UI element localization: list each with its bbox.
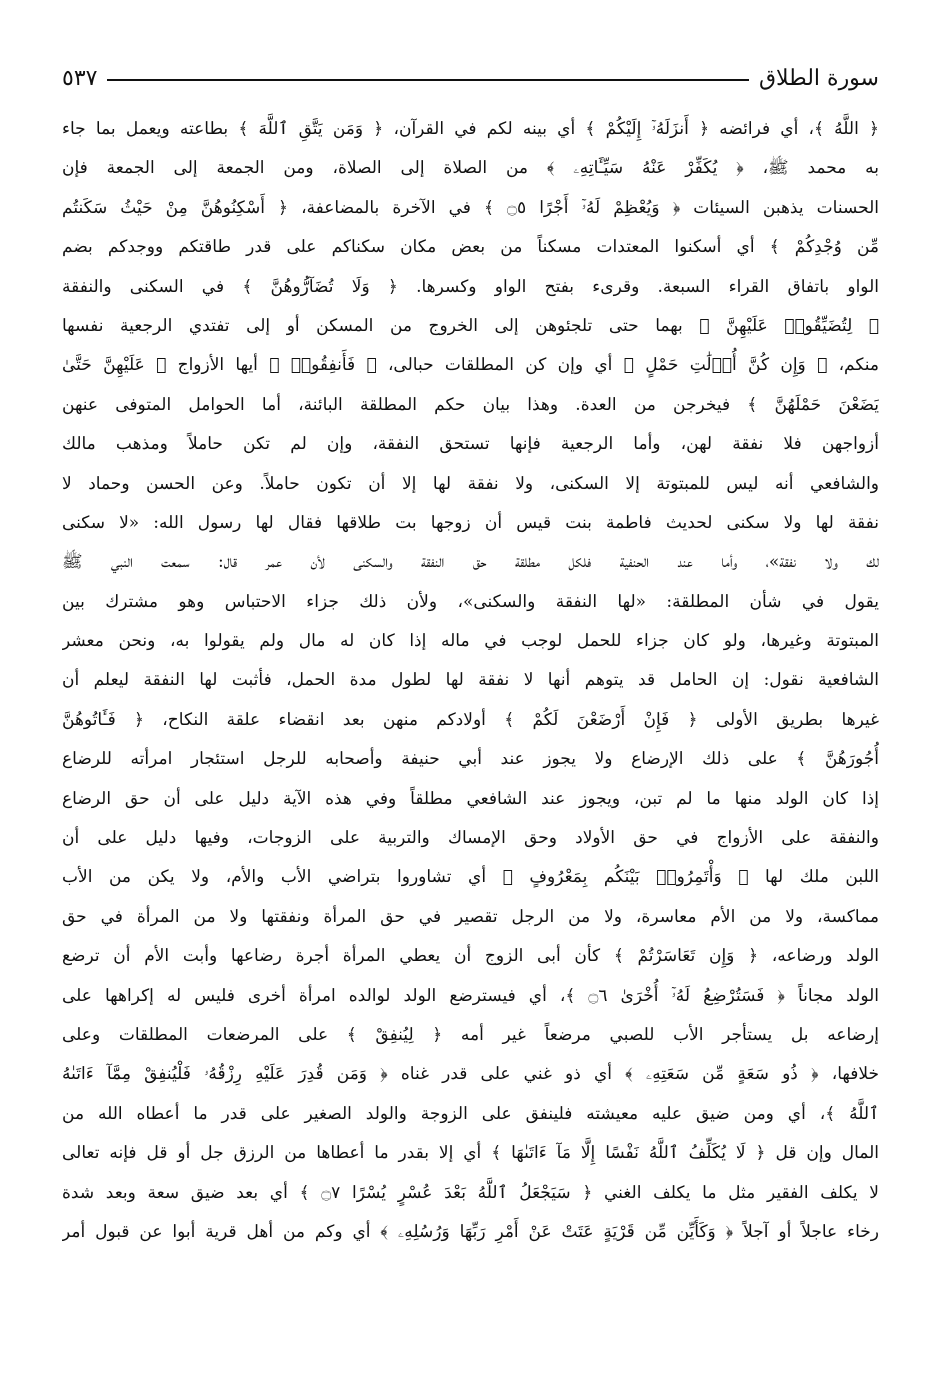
text-line: ﴿ اللَّهُ ﴾، أي فرائضه ﴿ أَنزَلَهُۥٓ إِلَيْكُمْ ﴾ أي بينه لكم في القرآن، ﴿ وَمَن يَتَّقِ ٱللَّهَ ﴾ بطاعته ويعمل بما جاء	[62, 119, 879, 139]
surah-title: سورة الطلاق	[758, 65, 879, 91]
text-line	[62, 1252, 879, 1291]
text-line: الواو باتفاق القراء السبعة. وقرىء بفتح الواو وكسرها. ﴿ وَلَا تُضَآرُّوهُنَّ ﴾ في السكنى والنفقة	[62, 276, 879, 297]
text-line: رخاء عاجلاً أو آجلاً ﴿ وَكَأَيِّن مِّن قَرْيَةٍ عَتَتْ عَنْ أَمْرِ رَبِّهَا وَرُسُلِهِۦ ﴾ أي وكم من أهل قرية أبوا عن قبول أمر	[62, 1221, 879, 1242]
text-line: لك ولا نفقة»، وأما عند الحنفية فلكل مطلقة حق النفقة والسكنى لأن عمر قال: سمعت النبي ﷺ	[62, 552, 879, 573]
text-line: إرضاعه بل يستأجر الأب للصبي مرضعاً غير أمه ﴿ لِيُنفِقْ ﴾ على المرضعات المطلقات وعلى	[62, 1024, 879, 1045]
text-line: ٱللَّهُ ﴾، أي ومن ضيق عليه معيشته فلينفق على الزوجة والولد الصغير على قدر ما أعطاه الله من	[62, 1103, 879, 1124]
text-line: به محمد ﷺ، ﴿ يُكَفِّرْ عَنْهُ سَيِّـَٔاتِهِۦ ﴾ من الصلاة إلى الصلاة، ومن الجمعة إلى الجمعة فإن	[62, 158, 879, 179]
text-line: والنفقة على الأزواج في حق الأولاد وحق الإمساك والتربية على الزوجات، وفيها دليل على أن	[62, 828, 879, 849]
text-line: الشافعية نقول: إن الحامل قد يتوهم أنها لا نفقة لها لطول مدة الحمل، فأثبت لها النفقة ليعلم أن	[62, 670, 879, 691]
text-line: أُجُورَهُنَّ ﴾ على ذلك الإرضاع ولا يجوز عند أبي حنيفة وأصحابه للرجل استئجار امرأته للرضاع	[62, 749, 879, 770]
text-line: أزواجهن فلا نفقة لهن، وأما الرجعية فإنها تستحق النفقة، وإن لم تكن حاملاً ومذهب مالك	[62, 434, 879, 455]
page-number: ٥٣٧	[62, 65, 98, 91]
text-line: والشافعي أنه ليس للمبتوتة إلا السكنى، ولا نفقة لها إلا أن تكون حاملاً. وعن الحسن وحماد لا	[62, 473, 879, 494]
text-line: إذا كان الولد منها ما لم تبن، ويجوز عند الشافعي مطلقاً وفي هذه الآية دليل على أن حق الرضاع	[62, 788, 879, 809]
text-line: منكم، ﴿ وَإِن كُنَّ أُو۟لَٰتِ حَمْلٍ ﴾ أي وإن كن المطلقات حبالى، ﴿ فَأَنفِقُوا۟ ﴾ أيها الأزواج ﴿ عَلَيْهِنَّ حَتَّىٰ	[62, 355, 879, 376]
text-line: يقول في شأن المطلقة: «لها النفقة والسكنى»، ولأن ذلك جزاء الاحتباس وهو مشترك بين	[62, 591, 879, 612]
text-line: اللبن ملك لها ﴿ وَأْتَمِرُوا۟ بَيْنَكُم بِمَعْرُوفٍ ﴾ أي تشاوروا بتراضي الأب والأم، ولا يكن من الأب	[62, 867, 879, 888]
text-line: خلافها، ﴿ ذُو سَعَةٍ مِّن سَعَتِهِۦ ﴾ أي ذو غني على قدر غناه ﴿ وَمَن قُدِرَ عَلَيْهِ رِزْقُهُۥ فَلْيُنفِقْ مِمَّآ ءَاتَىٰهُ	[62, 1064, 879, 1085]
text-line: ﴿ لِتُضَيِّقُوا۟ عَلَيْهِنَّ ﴾ بهما حتى تلجئوهن إلى الخروج من المسكن أو إلى تفتدي الرجعية نفسها	[62, 315, 879, 336]
header-rule	[107, 79, 749, 81]
text-line: المال وإن قل ﴿ لَا يُكَلِّفُ ٱللَّهُ نَفْسًا إِلَّا مَآ ءَاتَىٰهَا ﴾ أي إلا بقدر ما أعطاها من الرزق جل أو قل فإنه تعالى	[62, 1143, 879, 1164]
text-line: لا يكلف الفقير مثل ما يكلف الغني ﴿ سَيَجْعَلُ ٱللَّهُ بَعْدَ عُسْرٍ يُسْرًا ۝٧ ﴾ أي بعد ضيق سعة وبعد شدة	[62, 1182, 879, 1203]
text-line: الولد مجاناً ﴿ فَسَتُرْضِعُ لَهُۥٓ أُخْرَىٰ ۝٦ ﴾، أي فيسترضع الولد لوالده امرأة أخرى فليس له إكراهها على	[62, 985, 879, 1006]
text-line: مِّن وُجْدِكُمْ ﴾ أي أسكنوا المعتدات مسكناً من بعض مكان سكناكم على قدر طاقتكم ووجدكم بضم	[62, 237, 879, 258]
text-line: غيرها بطريق الأولى ﴿ فَإِنْ أَرْضَعْنَ لَكُمْ ﴾ أولادكم منهن بعد انقضاء علقة النكاح، ﴿ فَـَٔاتُوهُنَّ	[62, 709, 879, 730]
text-line: الحسنات يذهبن السيئات ﴿ وَيُعْظِمْ لَهُۥٓ أَجْرًا ۝٥ ﴾ في الآخرة بالمضاعفة، ﴿ أَسْكِنُوهُنَّ مِنْ حَيْثُ سَكَنتُم	[62, 197, 879, 218]
text-line: نفقة لها ولا سكنى لحديث فاطمة بنت قيس أن زوجها بت طلاقها فقال لها رسول الله: «لا سكنى	[62, 512, 879, 533]
text-line: يَضَعْنَ حَمْلَهُنَّ ﴾ فيخرجن من العدة. وهذا بيان حكم المطلقة البائنة، أما الحوامل المتوفى عنهن	[62, 394, 879, 415]
page-header	[62, 58, 879, 98]
text-line: مماكسة، ولا من الأم معاسرة، ولا من الرجل تقصير في حق المرأة ونفقتها ولا من المرأة في حق	[62, 906, 879, 927]
text-line: المبتوتة وغيرها، ولو كان جزاء للحمل لوجب في ماله إذا كان له مال ولم يقولوا به، ونحن معشر	[62, 631, 879, 652]
text-line	[62, 1292, 879, 1331]
text-line: الولد ورضاعه، ﴿ وَإِن تَعَاسَرْتُمْ ﴾ كأن أبى الزوج أن يعطي المرأة أجرة رضاعها وأبت الأم أن ترضع	[62, 946, 879, 967]
body-text	[62, 110, 879, 1331]
